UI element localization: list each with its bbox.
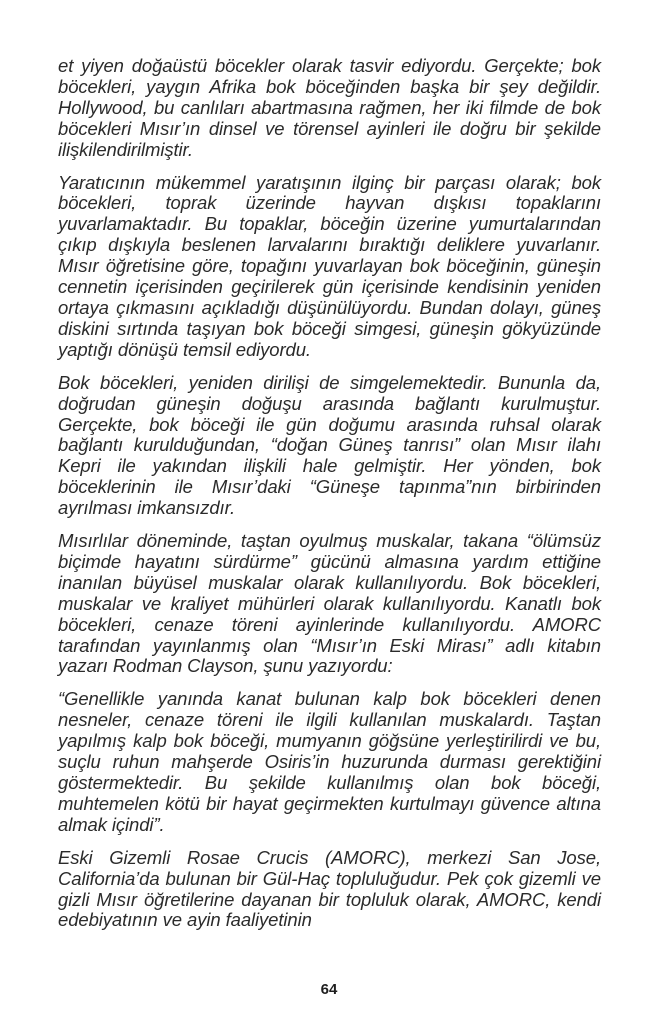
paragraph-4: Mısırlılar döneminde, taştan oyulmuş muskalar, takana “ölümsüz biçimde hayatını sürdürme” gücünü almasına yardım ettiğine inanılan büyüsel muskalar olarak kullanılıyordu. Bok böcekleri, muskalar ve kraliyet mühürleri olarak kullanılıyordu. Kanatlı bok böcekleri, cenaze töreni ayinlerinde kullanılıyordu. AMORC tarafından yayınlanmış olan “Mısır’ın Eski Mirası” adlı kitabın yazarı Rodman Clayson, şunu yazıyordu: <box>58 530 601 677</box>
paragraph-2: Yaratıcının mükemmel yaratışının ilginç bir parçası olarak; bok böcekleri, toprak üzerinde hayvan dışkısı topaklarını yuvarlamaktadır. Bu topaklar, böceğin üzerine yumurtalarından çıkıp dışkıyla beslenen larvalarını bıraktığı deliklere yuvarlanır. Mısır öğretisine göre, topağını yuvarlayan bok böceğinin, güneşin cennetin içerisinden geçirilerek gün içerisinde kendisinin yeniden ortaya çıkmasını açıkladığı düşünülüyordu. Bundan dolayı, güneş diskini sırtında taşıyan bok böceği simgesi, güneşin gökyüzünde yaptığı dönüşü temsil ediyordu. <box>58 171 601 360</box>
paragraph-1: et yiyen doğaüstü böcekler olarak tasvir ediyordu. Gerçekte; bok böcekleri, yaygın Afrika bok böceğinden başka bir şey değildir. Hollywood, bu canlıları abartmasına rağmen, her iki filmde de bok böcekleri Mısır’ın dinsel ve törensel ayinleri ile doğru bir şekilde ilişkilendirilmiştir. <box>58 55 601 160</box>
body-text <box>58 56 601 931</box>
paragraph-6: Eski Gizemli Rosae Crucis (AMORC), merkezi San Jose, California’da bulunan bir Gül-Haç topluluğudur. Pek çok gizemli ve gizli Mısır öğretilerine dayanan bir topluluk olarak, AMORC, kendi edebiyatının ve ayin faaliyetinin <box>58 846 601 931</box>
page-footer <box>0 981 658 999</box>
paragraph-5-quote: “Genellikle yanında kanat bulunan kalp bok böcekleri denen nesneler, cenaze töreni ile ilgili kullanılan muskalardı. Taştan yapılmış kalp bok böceği, mumyanın göğsüne yerleştirilirdi ve bu, suçlu ruhun mahşerde Osiris’in huzurunda durması gerektiğini göstermektedir. Bu şekilde kullanılmış olan bok böceği, muhtemelen kötü bir hayat geçirmekten kurtulmayı güvence altına almak içindi”. <box>58 688 601 835</box>
page-number: 64 <box>320 981 338 998</box>
paragraph-3: Bok böcekleri, yeniden dirilişi de simgelemektedir. Bununla da, doğrudan güneşin doğuşu arasında bağlantı kurulmuştur. Gerçekte, bok böceği ile gün doğumu arasında ruhsal olarak bağlantı kurulduğundan, “doğan Güneş tanrısı” olan Mısır ilahı Kepri ile yakından ilişkili hale gelmiştir. Her yönden, bok böceklerinin ile Mısır’daki “Güneşe tapınma”nın birbirinden ayrılması imkansızdır. <box>58 371 601 519</box>
